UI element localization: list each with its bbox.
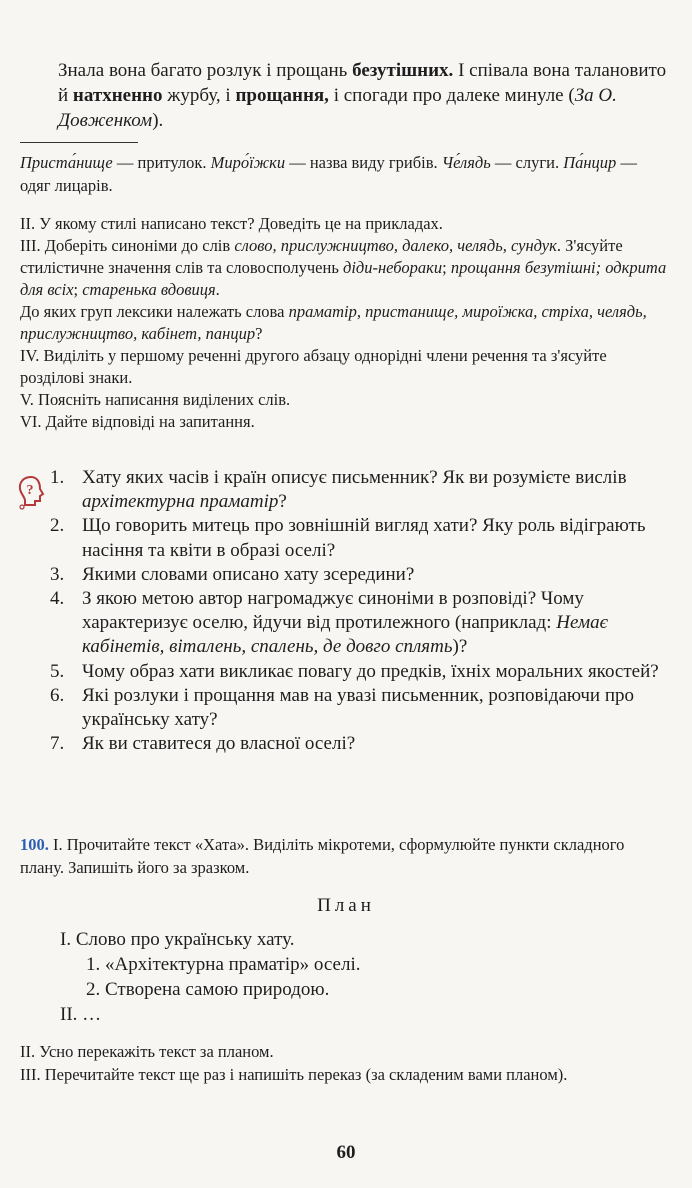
- task-list: [20, 213, 670, 433]
- task-text: До яких груп лексики належать слова: [20, 302, 289, 321]
- intro-text: ).: [152, 110, 164, 131]
- task-words: праматір, пристанище, мироїжка, стріха, челядь, прислужництво, кабінет, панцир: [20, 302, 647, 343]
- question-quote: Немає кабінетів, віталень, спалень, де довго сплять: [82, 612, 608, 658]
- glossary-definition: — назва виду грибів.: [285, 153, 442, 172]
- plan-item-ii: II. …: [60, 1004, 102, 1025]
- question-text: Хату яких часів і країн описує письменник? Як ви розумієте вислів: [82, 467, 627, 488]
- task-words: старенька вдовиця: [82, 280, 216, 299]
- question-number: 3.: [50, 563, 65, 585]
- question-text: Чому образ хати викликає повагу до предків, їхніх моральних якостей?: [82, 660, 659, 682]
- glossary-definition: — слуги.: [490, 153, 564, 172]
- task-v: V. Поясніть написання виділених слів.: [20, 390, 291, 409]
- question-number: 1.: [50, 467, 65, 488]
- task-words: прощання безутішні; одкрита для всіх: [20, 258, 667, 299]
- question-quote: архітектурна праматір: [82, 491, 279, 513]
- task-text: III. Доберіть синоніми до слів: [20, 236, 235, 255]
- intro-text: і спогади про далеке минуле (: [328, 85, 575, 106]
- task-iii: [20, 235, 670, 301]
- highlighted-word: безутішних.: [352, 60, 454, 81]
- glossary-definition: — притулок.: [112, 153, 211, 172]
- exercise-text: I. Прочитайте текст «Хата». Виділіть мікротеми, сформулюйте пункти складного плану. Запишіть його за зразком.: [20, 835, 625, 877]
- source-attribution: За О. Довженком: [58, 85, 617, 131]
- task-ii: II. У якому стилі написано текст? Доведіть це на прикладах.: [20, 214, 443, 233]
- question-6: [50, 684, 670, 732]
- glossary-term: Миро́їжки: [210, 153, 286, 172]
- intro-text: І співала вона талановито й: [58, 60, 667, 106]
- highlighted-word: прощання,: [235, 85, 329, 106]
- page-number: 60: [336, 1142, 356, 1163]
- task-text: ;: [73, 280, 83, 299]
- highlighted-word: натхненно: [72, 85, 163, 106]
- question-number: 6.: [50, 684, 65, 706]
- task-text: ?: [255, 324, 263, 343]
- question-number: 4.: [50, 588, 65, 610]
- glossary-footnote: [20, 151, 670, 197]
- task-text: .: [215, 280, 220, 299]
- exercise-100: [20, 833, 670, 879]
- question-text: Якими словами описано хату зсередини?: [82, 563, 415, 585]
- intro-text: журбу, і: [162, 85, 236, 106]
- glossary-term: Приста́нище: [20, 153, 113, 172]
- question-1: [50, 466, 670, 514]
- closing-tasks: [20, 1040, 670, 1086]
- question-text: Як ви ставитеся до власної оселі?: [82, 733, 356, 755]
- question-number: 2.: [50, 515, 65, 537]
- question-text: ?: [278, 491, 287, 513]
- task-text: ;: [442, 258, 451, 277]
- plan-title: План: [317, 895, 375, 916]
- task-vi: VI. Дайте відповіді на запитання.: [20, 412, 255, 431]
- task-text: . З'ясуйте стилістичне значення слів та словосполучень: [20, 236, 623, 277]
- question-3: [50, 563, 670, 587]
- question-5: [50, 660, 670, 684]
- task-words: діди-небораки: [342, 258, 443, 277]
- exercise-number: 100.: [20, 835, 49, 854]
- question-number: 5.: [50, 660, 65, 682]
- intro-text: Знала вона багато розлук і прощань: [58, 60, 353, 81]
- svg-text:?: ?: [26, 483, 34, 498]
- task-words: слово, прислужництво, далеко, челядь, сундук: [234, 236, 557, 255]
- question-7: [50, 732, 670, 756]
- question-4: [50, 587, 670, 660]
- footnote-divider: [20, 142, 138, 143]
- plan-subitem-2: 2. Створена самою природою.: [86, 979, 330, 1000]
- glossary-term: Че́лядь: [441, 153, 491, 172]
- question-head-icon: [16, 474, 46, 510]
- task-retell: II. Усно перекажіть текст за планом.: [20, 1042, 274, 1061]
- question-text: Що говорить митець про зовнішній вигляд хати? Яку роль відіграють насіння та квіти в образі оселі?: [82, 515, 646, 561]
- question-list: [50, 466, 670, 756]
- glossary-term: Па́нцир: [563, 153, 617, 172]
- task-iv: IV. Виділіть у першому реченні другого абзацу однорідні члени речення та з'ясуйте розділові знаки.: [20, 346, 607, 387]
- plan-subitem-1: 1. «Архітектурна праматір» оселі.: [86, 954, 361, 975]
- task-lexical-groups: [20, 301, 670, 345]
- glossary-definition: — одяг лицарів.: [20, 153, 637, 195]
- question-number: 7.: [50, 733, 65, 755]
- question-text: )?: [452, 636, 468, 658]
- plan-outline: [56, 927, 656, 1027]
- intro-paragraph: [58, 58, 670, 133]
- plan-item-i: I. Слово про українську хату.: [60, 929, 295, 950]
- question-text: Які розлуки і прощання мав на увазі письменник, розповідаючи про українську хату?: [82, 684, 635, 731]
- question-text: З якою метою автор нагромаджує синоніми в розповіді? Чому характеризує оселю, йдучи від протилежного (наприклад:: [82, 588, 584, 634]
- question-2: [50, 514, 670, 562]
- task-rewrite: III. Перечитайте текст ще раз і напишіть переказ (за складеним вами планом).: [20, 1065, 568, 1084]
